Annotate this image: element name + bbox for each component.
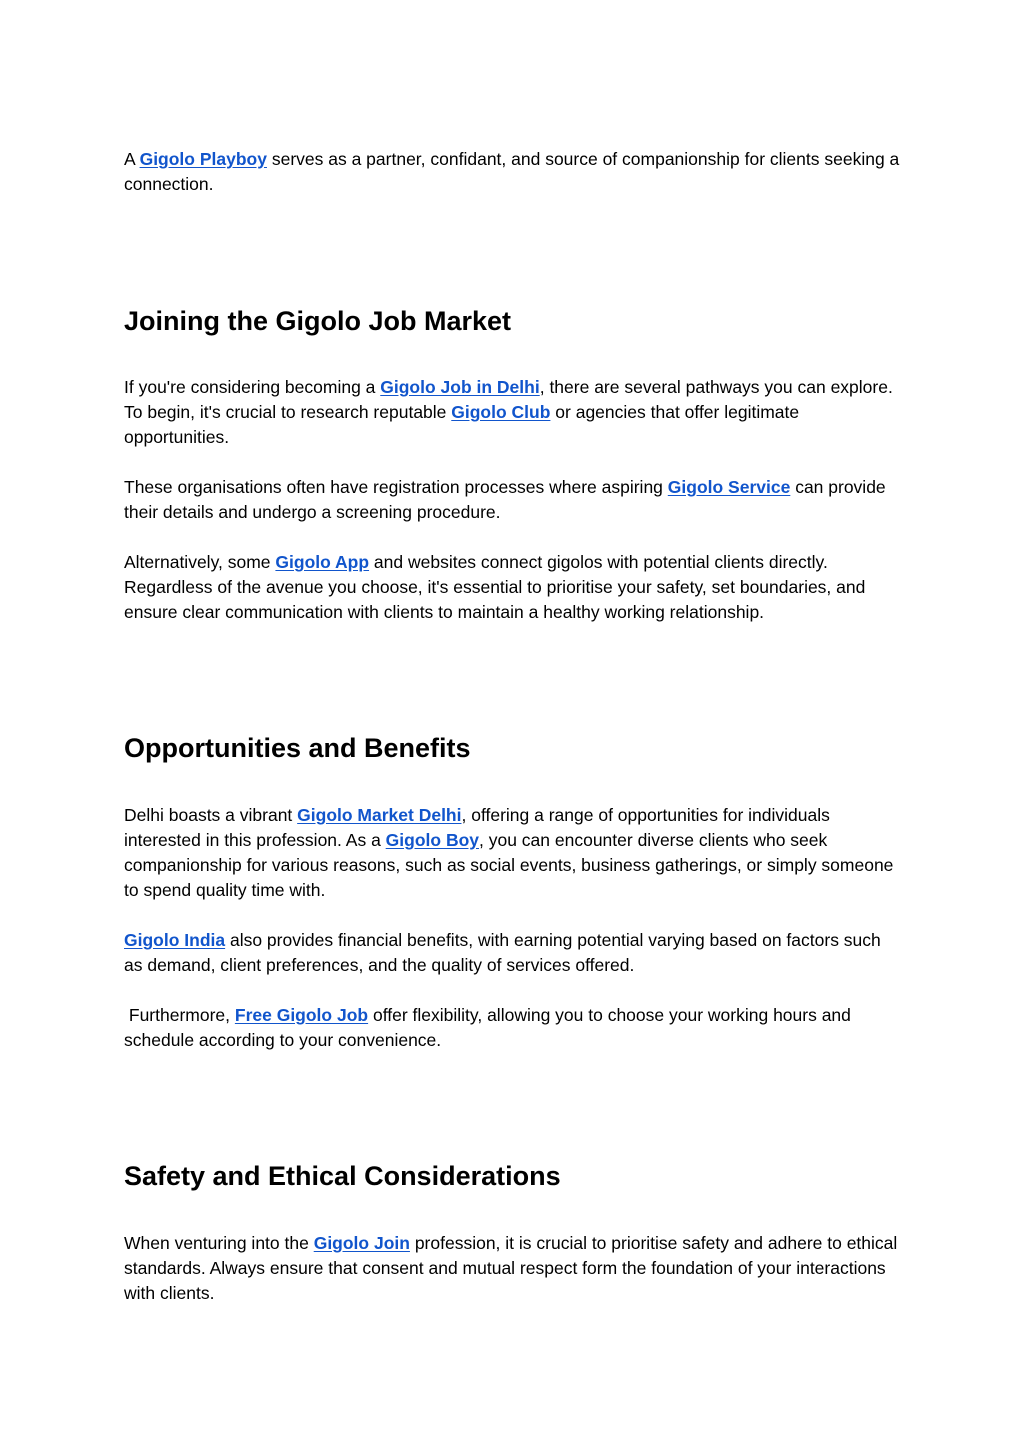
text-run: , offering a range of opportunities for individuals interested in this profession. As a — [124, 805, 830, 850]
opportunities-paragraph-2 — [124, 928, 904, 978]
text-run: offer flexibility, allowing you to choose your working hours and schedule according to your convenience. — [124, 1005, 856, 1050]
text-run: and websites connect gigolos with potential clients directly. Regardless of the avenue you choose, it's essential to prioritise your safety, set boundaries, and ensure clear communication with clients to maintain a healthy working relationship. — [124, 552, 866, 622]
text-run: These organisations often have registration processes where aspiring — [124, 477, 668, 497]
intro-paragraph — [124, 147, 904, 197]
link-gigolo-club[interactable]: Gigolo Club — [451, 402, 551, 422]
safety-paragraph-1-block — [124, 1231, 904, 1306]
joining-paragraph-1-block — [124, 375, 904, 450]
opportunities-paragraph-2-block — [124, 928, 904, 978]
link-gigolo-playboy[interactable]: Gigolo Playboy — [139, 149, 267, 169]
link-gigolo-boy[interactable]: Gigolo Boy — [385, 830, 479, 850]
intro-block — [124, 147, 904, 197]
link-gigolo-app[interactable]: Gigolo App — [275, 552, 370, 572]
text-run: , you can encounter diverse clients who seek companionship for various reasons, such as social events, business gatherings, or simply someone to spend quality time with. — [124, 830, 894, 900]
link-gigolo-service[interactable]: Gigolo Service — [667, 477, 791, 497]
text-run: Delhi boasts a vibrant — [124, 805, 298, 825]
joining-paragraph-2 — [124, 475, 904, 525]
section-heading-safety: Safety and Ethical Considerations — [124, 1161, 561, 1191]
text-run: also provides financial benefits, with earning potential varying based on factors such as demand, client preferences, and the quality of services offered. — [124, 930, 881, 975]
text-run: Furthermore, — [124, 1005, 235, 1025]
joining-paragraph-3 — [124, 550, 904, 625]
joining-paragraph-1 — [124, 375, 904, 450]
link-gigolo-market-delhi[interactable]: Gigolo Market Delhi — [297, 805, 462, 825]
text-run: , there are several pathways you can explore. To begin, it's crucial to research reputable — [124, 377, 893, 422]
joining-paragraph-2-block — [124, 475, 904, 525]
link-free-gigolo-job[interactable]: Free Gigolo Job — [234, 1005, 369, 1025]
section-opportunities-heading-block — [124, 731, 904, 765]
link-gigolo-india[interactable]: Gigolo India — [124, 930, 226, 950]
text-run: can provide their details and undergo a screening procedure. — [124, 477, 886, 522]
link-gigolo-join[interactable]: Gigolo Join — [313, 1233, 410, 1253]
text-run: If you're considering becoming a — [124, 377, 381, 397]
text-run: or agencies that offer legitimate opportunities. — [124, 402, 800, 447]
joining-paragraph-3-block — [124, 550, 904, 625]
text-run: serves as a partner, confidant, and source of companionship for clients seeking a connection. — [124, 149, 900, 194]
section-heading-joining: Joining the Gigolo Job Market — [124, 306, 512, 336]
text-run: When venturing into the — [124, 1233, 314, 1253]
section-joining-heading-block — [124, 304, 904, 338]
opportunities-paragraph-1-block — [124, 803, 904, 903]
opportunities-paragraph-3 — [124, 1003, 904, 1053]
section-heading-opportunities: Opportunities and Benefits — [124, 733, 471, 763]
section-safety-heading-block — [124, 1159, 904, 1193]
link-gigolo-job-in-delhi[interactable]: Gigolo Job in Delhi — [380, 377, 540, 397]
opportunities-paragraph-3-block — [124, 1003, 904, 1053]
opportunities-paragraph-1 — [124, 803, 904, 903]
text-run: Alternatively, some — [124, 552, 276, 572]
safety-paragraph-1 — [124, 1231, 904, 1306]
text-run: A — [124, 149, 140, 169]
text-run: profession, it is crucial to prioritise safety and adhere to ethical standards. Always ensure that consent and mutual respect form the foundation of your interactions with clients. — [124, 1233, 898, 1303]
